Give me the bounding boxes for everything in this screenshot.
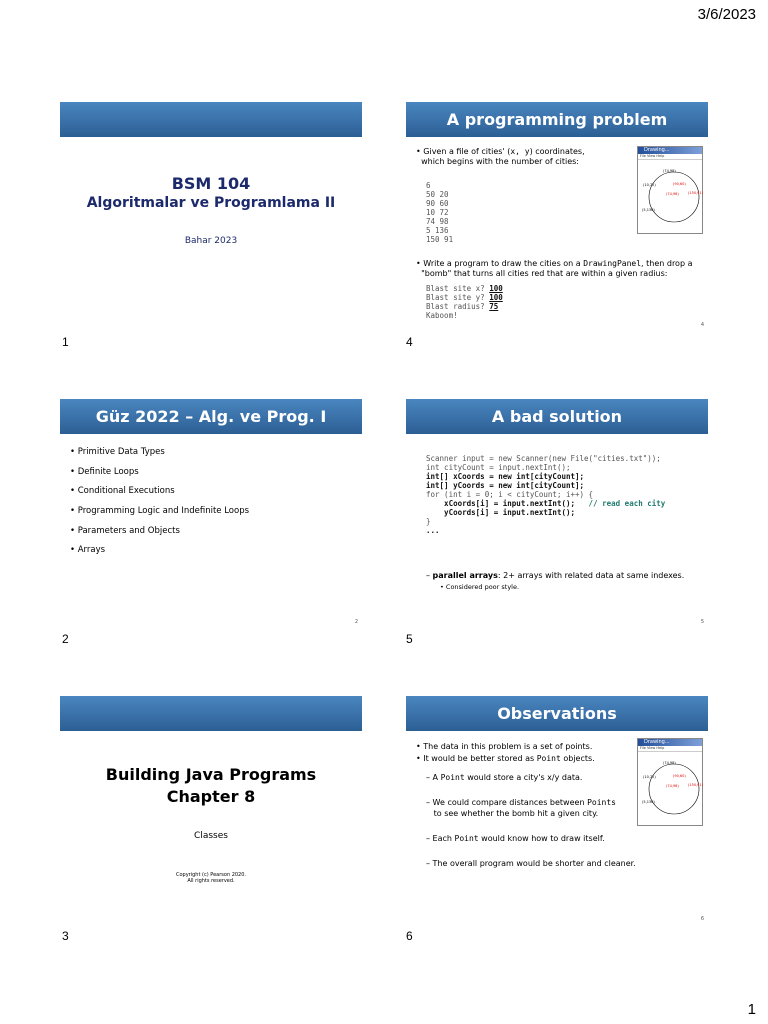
blast-diagram	[640, 753, 703, 821]
slide-footer-number: 5	[700, 619, 704, 625]
slide-6	[406, 696, 708, 926]
svg-text:(90,60): (90,60)	[673, 182, 686, 186]
slide-footer-number: 6	[700, 916, 704, 922]
slide-2	[60, 399, 362, 629]
obs-bullets: • The data in this problem is a set of points. • It would be better stored as Point objects.	[416, 742, 595, 763]
slide-footer-number: 2	[354, 619, 358, 625]
slide-number: 3	[62, 929, 69, 943]
mini-window-menu: File View Help	[638, 746, 702, 752]
term: Bahar 2023	[184, 236, 238, 246]
svg-text:(150,91): (150,91)	[688, 191, 703, 195]
slide-3	[60, 696, 362, 926]
mini-window-title: Drawing...	[638, 739, 702, 746]
svg-text:(90,60): (90,60)	[673, 774, 686, 778]
slide-title: A programming problem	[406, 102, 708, 137]
obs-subpoints: – A Point would store a city's x/y data. – We could compare distances between Points to see whether the bomb hit a given city. – Each Point would know how to draw itself. – The overall program would be shorter and cleaner.	[426, 773, 636, 868]
svg-text:(10,72): (10,72)	[643, 183, 656, 187]
slide-number: 1	[62, 335, 69, 349]
course-title: Algoritmalar ve Programlama II	[86, 195, 336, 211]
svg-text:(5,136): (5,136)	[642, 208, 655, 212]
mini-window-title: Drawing...	[638, 147, 702, 154]
svg-text:(74,98): (74,98)	[666, 192, 679, 196]
svg-text:(74,98): (74,98)	[666, 784, 679, 788]
slide-banner	[60, 696, 362, 731]
slide-1	[60, 102, 362, 332]
chapter-title: Building Java Programs Chapter 8	[105, 765, 317, 806]
blast-diagram	[640, 161, 703, 229]
slide-title: Observations	[406, 696, 708, 731]
svg-text:(74,98): (74,98)	[663, 761, 676, 765]
note: – parallel arrays: 2+ arrays with related data at same indexes.	[426, 571, 685, 580]
console-output: Blast site x? 100 Blast site y? 100 Blast radius? 75 Kaboom!	[426, 284, 503, 320]
subnote: • Considered poor style.	[440, 583, 520, 591]
file-contents: 6 50 20 90 60 10 72 74 98 5 136 150 91	[426, 181, 454, 244]
list-item: • Primitive Data Types	[70, 447, 249, 458]
bullet-2: • Write a program to draw the cities on a DrawingPanel, then drop a "bomb" that turns all cities red that are within a given radius:	[416, 259, 693, 278]
svg-text:(150,91): (150,91)	[688, 783, 703, 787]
list-item: • Parameters and Objects	[70, 526, 249, 537]
slide-title: Güz 2022 – Alg. ve Prog. I	[60, 399, 362, 434]
list-item: • Programming Logic and Indefinite Loops	[70, 506, 249, 517]
slide-4	[406, 102, 708, 332]
chapter-subtitle: Classes	[194, 831, 228, 841]
slide-number: 5	[406, 632, 413, 646]
copyright: Copyright (c) Pearson 2020. All rights reserved.	[175, 872, 247, 884]
list-item: • Definite Loops	[70, 467, 249, 478]
bullet-1: • Given a file of cities' (x, y) coordinates, which begins with the number of cities:	[416, 147, 585, 166]
mini-window-menu: File View Help	[638, 154, 702, 160]
slide-footer-number: 4	[700, 322, 704, 328]
code-block: Scanner input = new Scanner(new File("cities.txt")); int cityCount = input.nextInt(); int[] xCoords = new int[cityCount]; int[] yCoords = new int[cityCount]; for (int i = 0; i < cityCount; i++) { xCoords[i] = input.nextInt(); // read each city yCoords[i] = input.nextInt(); } ...	[426, 454, 666, 535]
slide-number: 4	[406, 335, 413, 349]
svg-text:(10,72): (10,72)	[643, 775, 656, 779]
list-item: • Arrays	[70, 545, 249, 556]
topic-list	[70, 447, 249, 565]
course-code: BSM 104	[171, 174, 251, 193]
slide-banner	[60, 102, 362, 137]
slide-5	[406, 399, 708, 629]
drawing-window-image	[637, 146, 703, 234]
slide-number: 6	[406, 929, 413, 943]
svg-text:(74,98): (74,98)	[663, 169, 676, 173]
drawing-window-image	[637, 738, 703, 826]
slide-number: 2	[62, 632, 69, 646]
list-item: • Conditional Executions	[70, 486, 249, 497]
slide-title: A bad solution	[406, 399, 708, 434]
header-date: 3/6/2023	[697, 6, 756, 23]
page-number: 1	[747, 1001, 756, 1018]
svg-text:(5,136): (5,136)	[642, 800, 655, 804]
